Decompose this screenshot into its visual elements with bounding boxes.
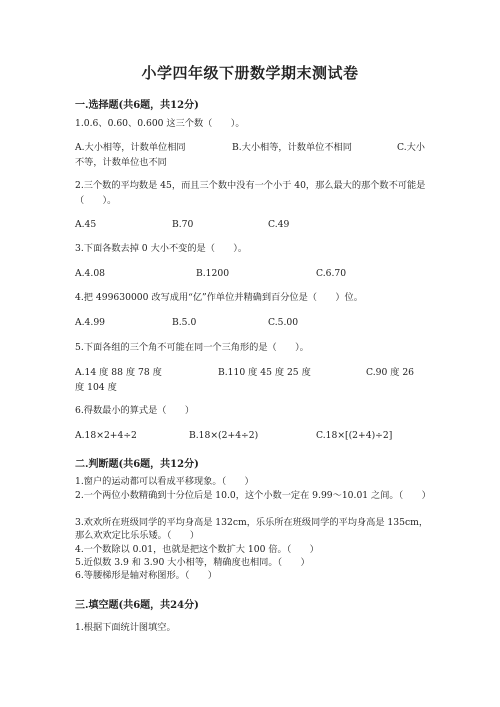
true-false-item: 3.欢欢所在班级同学的平均身高是 132cm，乐乐所在班级同学的平均身高是 135cm，那么欢欢定比乐乐矮。（ ） xyxy=(75,517,429,541)
option-c: C.18×[(2+4)÷2] xyxy=(316,430,393,441)
question-text: 6.得数最小的算式是（ ） xyxy=(75,405,195,416)
true-false-item: 4.一个数除以 0.01，也就是把这个数扩大 100 倍。（ ） xyxy=(75,544,319,555)
option-b: B.1200 xyxy=(196,268,230,279)
question-text: 2.三个数的平均数是 45，而且三个数中没有一个小于 40，那么最大的那个数不可能是（ ）。 xyxy=(75,180,426,206)
option-c: C.90 度 26 度 104 度 xyxy=(75,367,415,393)
question-text: 4.把 499630000 改写成用“亿”作单位并精确到百分位是（ ）位。 xyxy=(75,292,363,303)
option-a: A.大小相等，计数单位相同 xyxy=(75,142,186,153)
option-a: A.18×2+4÷2 xyxy=(75,430,137,441)
true-false-item: 6.等腰梯形是轴对称图形。（ ） xyxy=(75,570,217,581)
option-c: C.5.00 xyxy=(268,317,299,328)
section-heading-true-false: 二.判断题(共6题，共12分) xyxy=(75,459,199,470)
true-false-item: 5.近似数 3.9 和 3.90 大小相等，精确度也相同。（ ） xyxy=(75,557,310,568)
option-a: A.45 xyxy=(75,219,97,230)
section-heading-multiple-choice: 一.选择题(共6题，共12分) xyxy=(75,100,199,111)
option-b: B.110 度 45 度 25 度 xyxy=(218,367,311,378)
question-text: 3.下面各数去掉 0 大小不变的是（ ）。 xyxy=(75,243,248,254)
option-a: A.4.99 xyxy=(75,317,106,328)
option-c: C.49 xyxy=(268,219,290,230)
option-c: C.大小不等，计数单位也不同 xyxy=(75,142,425,168)
question-text: 1.0.6、0.60、0.600 这三个数（ ）。 xyxy=(75,118,245,129)
true-false-item: 1.窗户的运动都可以看成平移现象。（ ） xyxy=(75,476,254,487)
option-b: B.大小相等，计数单位不相同 xyxy=(232,142,352,153)
section-heading-fill-in: 三.填空题(共6题，共24分) xyxy=(75,600,199,611)
fill-in-item: 1.根据下面统计图填空。 xyxy=(75,622,176,633)
page-title: 小学四年级下册数学期末测试卷 xyxy=(141,64,359,82)
option-c: C.6.70 xyxy=(316,268,347,279)
question-text: 5.下面各组的三个角不可能在同一个三角形的是（ ）。 xyxy=(75,342,309,353)
true-false-item: 2.一个两位小数精确到十分位后是 10.0，这个小数一定在 9.99～10.01 之间。（ ） xyxy=(75,490,431,501)
option-a: A.14 度 88 度 78 度 xyxy=(75,367,162,378)
option-b: B.18×(2+4÷2) xyxy=(189,430,259,441)
option-b: B.70 xyxy=(172,219,194,230)
option-a: A.4.08 xyxy=(75,268,106,279)
option-b: B.5.0 xyxy=(172,317,197,328)
